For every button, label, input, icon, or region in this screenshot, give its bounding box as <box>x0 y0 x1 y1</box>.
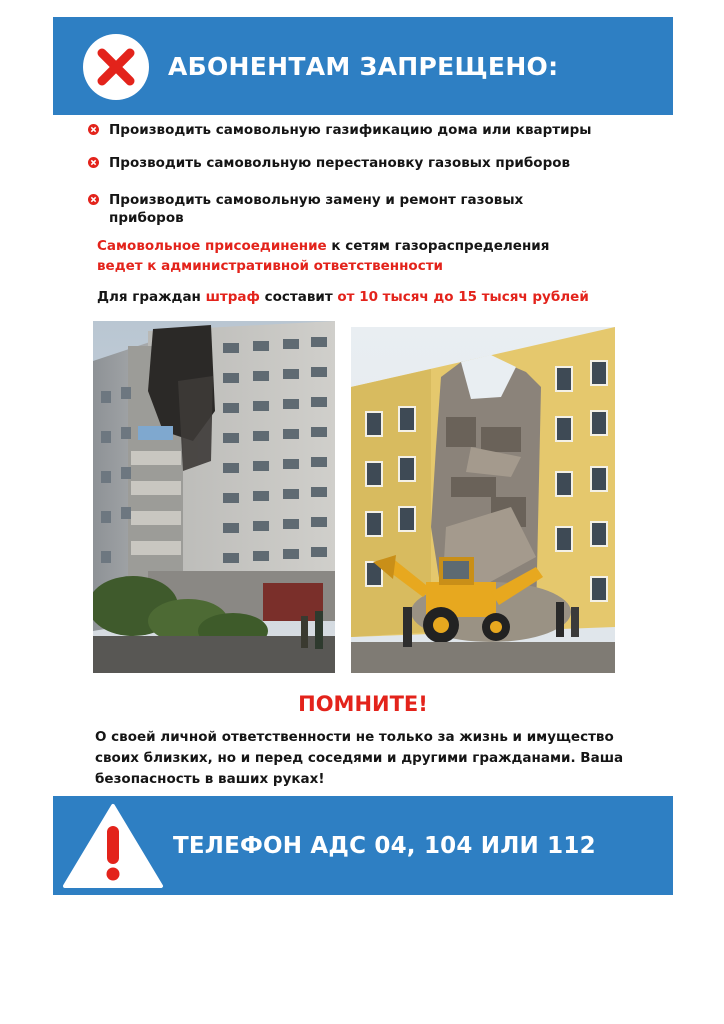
list-item <box>87 121 689 139</box>
prohibited-bullet-icon <box>88 124 99 135</box>
liability-line-1 <box>97 236 657 256</box>
list-item-text: Производить самовольную замену и ремонт газовых приборов <box>109 192 524 226</box>
liability-line-2: ведет к административной ответственности <box>97 258 443 274</box>
header-banner <box>53 17 673 115</box>
fine-word: штраф <box>205 289 260 305</box>
responsibility-text: О своей личной ответственности не только за жизнь и имущество своих близких, но и перед соседями и другими гражданами. Ваша безопасность в ваших руках! <box>95 729 624 787</box>
footer-banner <box>53 796 673 895</box>
remember-heading: ПОМНИТЕ! <box>298 692 428 716</box>
liability-black-text: к сетям газораспределения <box>326 238 550 254</box>
burned-apartment-building-photo <box>93 321 335 673</box>
list-item-text: Производить самовольную газификацию дома или квартиры <box>109 122 592 138</box>
list-item <box>87 154 689 172</box>
header-title: АБОНЕНТАМ ЗАПРЕЩЕНО: <box>168 52 559 81</box>
fine-middle: составит <box>259 289 338 305</box>
emergency-phone-text: ТЕЛЕФОН АДС 04, 104 ИЛИ 112 <box>173 833 596 859</box>
prohibited-bullet-icon <box>88 194 99 205</box>
list-item-text: Прозводить самовольную перестановку газовых приборов <box>109 155 571 171</box>
liability-red-text: Самовольное присоединение <box>97 238 327 254</box>
list-item <box>87 191 579 227</box>
prohibited-bullet-icon <box>88 157 99 168</box>
poster <box>53 17 673 895</box>
fine-prefix: Для граждан <box>97 289 206 305</box>
x-mark-icon <box>83 34 149 100</box>
collapsed-building-excavator-photo <box>351 327 615 673</box>
warning-triangle-icon <box>61 802 165 890</box>
fine-statement <box>97 287 667 307</box>
fine-amount: от 10 тысяч до 15 тысяч рублей <box>337 289 589 305</box>
liability-warning <box>97 236 657 276</box>
